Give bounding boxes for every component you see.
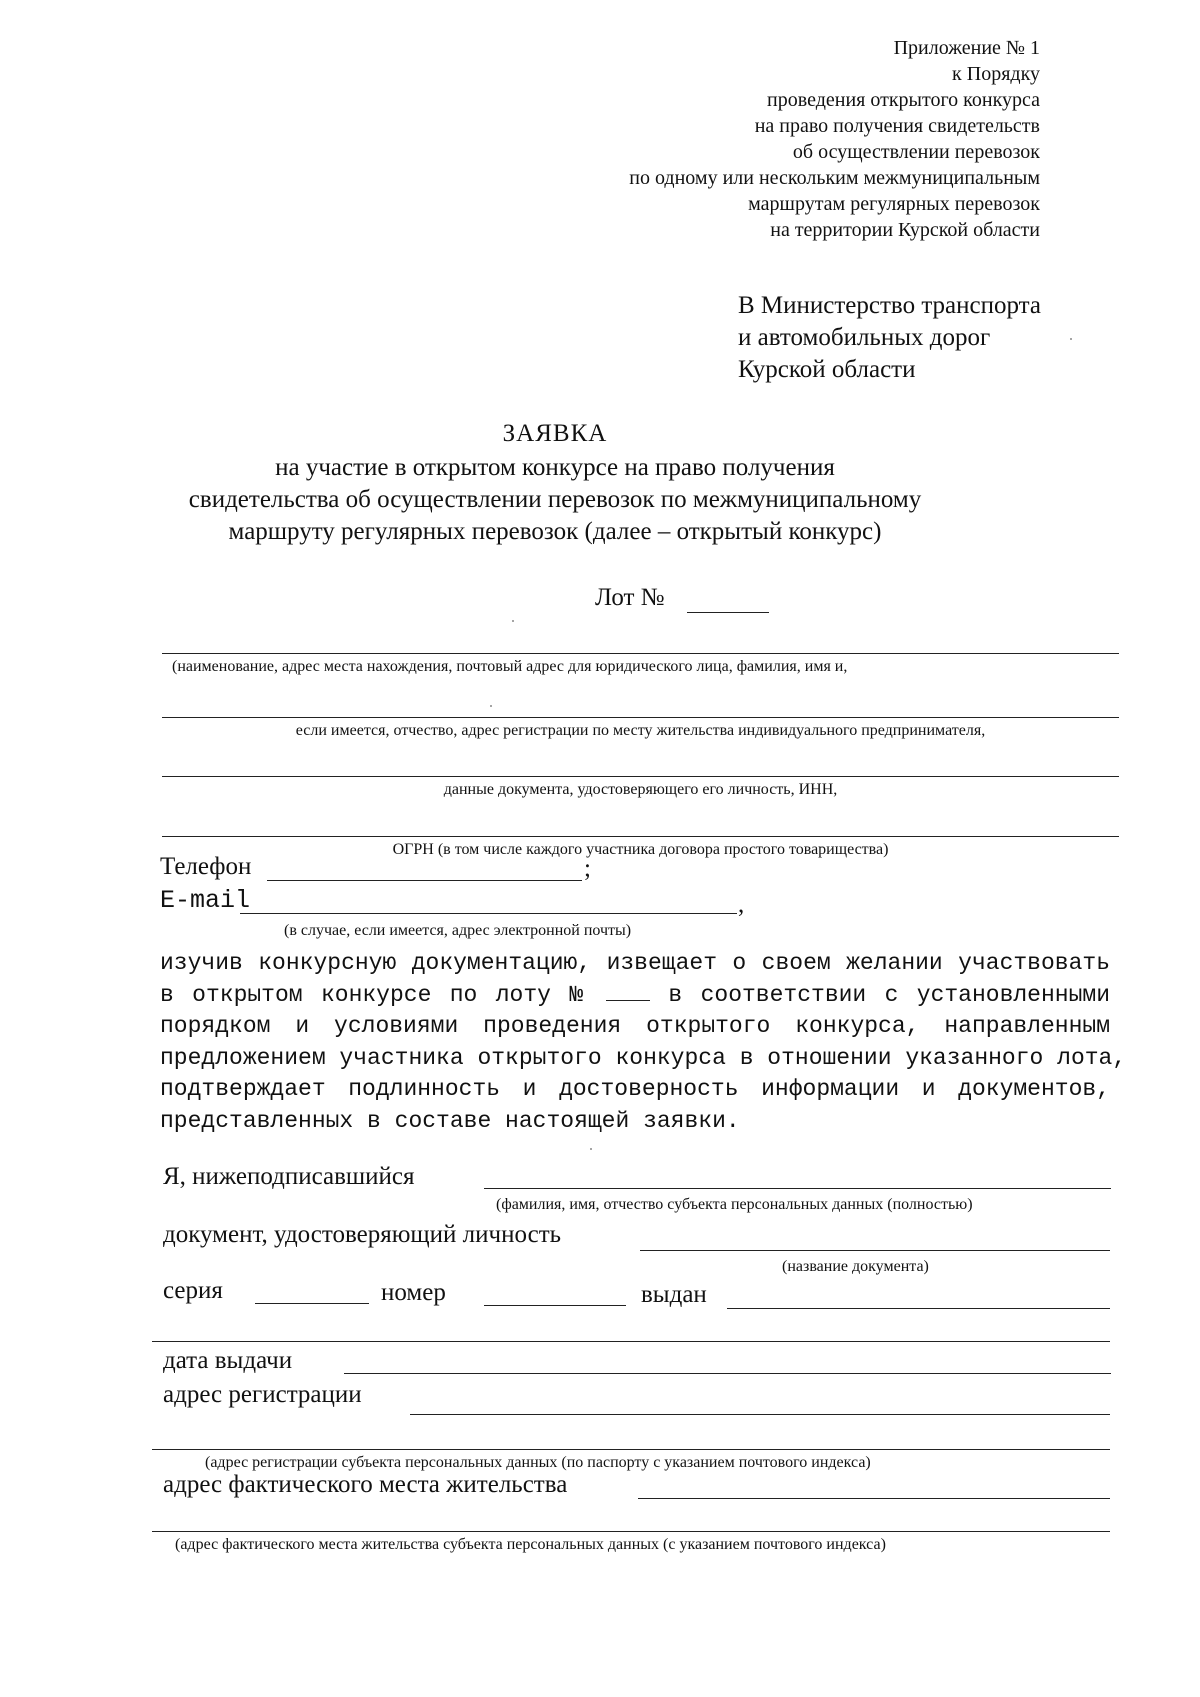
registration-address-field[interactable] <box>410 1414 1110 1415</box>
statement-line: предложением участника открытого конкурса в отношении указанного лота, <box>160 1044 1127 1071</box>
email-label: E-mail <box>160 886 251 915</box>
issued-by-continuation-field[interactable] <box>152 1341 1110 1342</box>
appendix-line: на территории Курской области <box>770 219 1040 241</box>
applicant-ogrn-field[interactable] <box>162 836 1119 837</box>
issued-label: выдан <box>641 1281 707 1308</box>
appendix-line: проведения открытого конкурса <box>767 89 1040 111</box>
appendix-line: Приложение № 1 <box>893 37 1040 59</box>
phone-field[interactable] <box>267 880 582 881</box>
statement-line: представленных в составе настоящей заявки. <box>160 1107 740 1134</box>
applicant-id-document-field[interactable] <box>162 776 1119 777</box>
issue-date-field[interactable] <box>344 1373 1111 1374</box>
applicant-caption: если имеется, отчество, адрес регистрации по месту жительства индивидуального предпринимателя, <box>295 722 986 739</box>
statement-fragment: в открытом конкурсе по лоту № <box>160 981 588 1008</box>
signer-label: Я, нижеподписавшийся <box>163 1163 415 1190</box>
statement-line: изучив конкурсную документацию, извещает о своем желании участвовать <box>160 950 1110 976</box>
lot-label: Лот № <box>595 584 665 611</box>
phone-label: Телефон <box>160 853 252 880</box>
signer-caption: (фамилия, имя, отчество субъекта персональных данных (полностью) <box>496 1196 973 1213</box>
applicant-caption: данные документа, удостоверяющего его личность, ИНН, <box>443 781 838 798</box>
scan-speck <box>512 620 514 622</box>
appendix-line: по одному или нескольким межмуниципальным <box>629 167 1040 189</box>
appendix-line: маршрутам регулярных перевозок <box>748 193 1040 215</box>
number-field[interactable] <box>484 1305 626 1306</box>
statement-lot-number-field[interactable] <box>606 980 650 1001</box>
series-field[interactable] <box>255 1303 369 1304</box>
actual-address-label: адрес фактического места жительства <box>163 1471 568 1498</box>
appendix-line: на право получения свидетельств <box>754 115 1040 137</box>
registration-address-caption: (адрес регистрации субъекта персональных данных (по паспорту с указанием почтового индекса) <box>205 1454 871 1471</box>
appendix-line: к Порядку <box>952 63 1040 85</box>
applicant-caption: (наименование, адрес места нахождения, почтовый адрес для юридического лица, фамилия, имя и, <box>172 658 848 675</box>
scan-speck <box>490 705 492 707</box>
actual-address-field[interactable] <box>638 1498 1110 1499</box>
form-title: ЗАЯВКА <box>502 420 608 447</box>
id-document-caption: (название документа) <box>782 1258 929 1275</box>
issue-date-label: дата выдачи <box>163 1347 293 1374</box>
actual-address-continuation-field[interactable] <box>152 1531 1110 1532</box>
number-label: номер <box>381 1279 446 1306</box>
email-caption: (в случае, если имеется, адрес электронной почты) <box>284 922 632 939</box>
statement-line: подтверждает подлинность и достоверность информации и документов, <box>160 1076 1110 1102</box>
addressee-line: В Министерство транспорта <box>738 292 1041 319</box>
phone-terminator: ; <box>584 855 591 882</box>
id-document-name-field[interactable] <box>640 1250 1110 1251</box>
addressee-line: Курской области <box>738 356 916 383</box>
lot-number-field[interactable] <box>687 612 769 613</box>
series-label: серия <box>163 1277 223 1304</box>
statement-fragment: в соответствии с установленными <box>668 981 1110 1008</box>
email-field[interactable] <box>240 913 737 914</box>
id-document-label: документ, удостоверяющий личность <box>163 1221 562 1248</box>
applicant-patronymic-field[interactable] <box>162 717 1119 718</box>
scan-speck <box>590 1148 592 1150</box>
statement-line: порядком и условиями проведения открытого конкурса, направленным <box>160 1013 1110 1039</box>
statement-paragraph <box>160 948 1127 1137</box>
form-subtitle-line: свидетельства об осуществлении перевозок по межмуниципальному <box>188 486 922 513</box>
addressee-line: и автомобильных дорог <box>738 324 991 351</box>
actual-address-caption: (адрес фактического места жительства субъекта персональных данных (с указанием почтового индекса) <box>175 1536 886 1553</box>
appendix-line: об осуществлении перевозок <box>792 141 1040 163</box>
signer-name-field[interactable] <box>484 1188 1111 1189</box>
registration-address-continuation-field[interactable] <box>152 1449 1110 1450</box>
registration-address-label: адрес регистрации <box>163 1381 362 1408</box>
applicant-caption: ОГРН (в том числе каждого участника договора простого товарищества) <box>392 841 889 858</box>
scan-speck <box>1070 338 1072 340</box>
form-subtitle-line: маршруту регулярных перевозок (далее – открытый конкурс) <box>228 518 882 545</box>
issued-by-field[interactable] <box>727 1308 1110 1309</box>
form-subtitle-line: на участие в открытом конкурсе на право получения <box>275 454 835 481</box>
email-terminator: , <box>738 891 745 918</box>
applicant-name-field[interactable] <box>162 653 1119 654</box>
statement-line-with-lot <box>160 980 1110 1012</box>
